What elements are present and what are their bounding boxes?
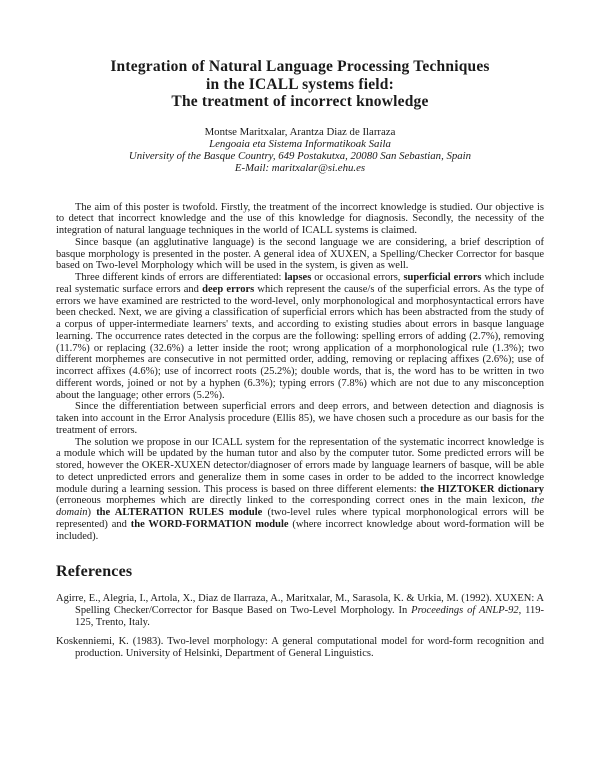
text-segment: The aim of this poster is twofold. Firstly, the treatment of the incorrect knowledge is studied. Our objective is to detect that incorrect knowledge and the use of this knowledge for diagnosis. Secondly, the necessity of the integration of natural language techniques in the world of ICALL systems is claimed. — [56, 201, 544, 237]
author-block — [0, 126, 600, 175]
author-email: E-Mail: maritxalar@si.ehu.es — [234, 162, 366, 175]
text-segment: lapses — [284, 272, 312, 284]
text-segment: (erroneous morphemes which are directly linked to the corresponding correct ones in the main lexicon, — [56, 495, 532, 507]
text-segment: which represent the cause/s of the superficial errors. As the type of errors we have examined are restricted to the word-level, only morphonological and morphosyntactical errors have been checked. Next, we are giving a classification of superficial errors which has been abstracted from the study of a corpus of upper-intermediate learners' texts, and according to existing studies about errors in basque language learning. The occurrence rates detected in the corpus are the following: spelling errors of adding (2.7%), removing (11.7%) or replacing (32.6%) a letter inside the root; wrong application of a morphonological rule (1.3%); two different morphemes are consecutive in not permitted order, adding, removing or replacing affixes (2.6%); use of incorrect affixes (4.6%); use of incorrect roots (25.2%); double words, that is, the word has to be written in two different words, joined or not by a hyphen (6.3%); typing errors (7.8%) which are not due to any misconception about the language; other errors (5.2%). — [56, 283, 544, 401]
references-list — [56, 593, 544, 660]
abstract-paragraph — [56, 237, 544, 272]
abstract-paragraph — [56, 437, 544, 543]
references-heading: References — [56, 563, 133, 581]
text-segment: The solution we propose in our ICALL system for the representation of the systematic incorrect knowledge is a module which will be updated by the human tutor and also by the computer tutor. Some predicted errors will be stored, however the OKER-XUXEN detector/diagnoser of errors made by language learners of basque, will be able to detect unpredicted errors and generalize them in some cases in order to be added to the incorrect knowledge module during a learning session. This process is based on three different elements: — [56, 436, 544, 495]
abstract-paragraph — [56, 401, 544, 436]
text-segment: superficial errors — [403, 272, 482, 284]
text-segment: which include real systematic surface errors and — [56, 272, 545, 295]
text-segment: Since the differentiation between superficial errors and deep errors, and between detection and diagnosis is taken into account in the Error Analysis procedure (Ellis 85), we have chosen such a procedure as our basis for the treatment of errors. — [56, 401, 544, 436]
references-section — [56, 563, 544, 660]
text-segment: the WORD-FORMATION module — [130, 518, 289, 530]
text-segment: the domain — [56, 495, 544, 519]
text-segment: deep errors — [202, 283, 255, 295]
text-segment: Three different kinds of errors are differentiated: — [75, 272, 285, 284]
abstract-paragraph — [56, 202, 544, 237]
paper-title — [0, 0, 600, 111]
text-segment: Proceedings of ANLP-92 — [411, 605, 519, 617]
reference-entry — [56, 593, 544, 629]
text-segment: Since basque (an agglutinative language) is the second language we are considering, a brief description of basque morphology is presented in the poster. A general idea of XUXEN, a Spelling/Checker Corrector for basque based on Two-level Morphology which will be used in the system, is given as well. — [56, 236, 544, 272]
affiliation-university: University of the Basque Country, 649 Postakutxa, 20080 San Sebastian, Spain — [128, 150, 472, 163]
text-segment: (where incorrect knowledge about word-formation will be included). — [56, 518, 544, 542]
text-segment: the HIZTOKER dictionary — [420, 483, 544, 495]
affiliation-department: Lengoaia eta Sistema Informatikoak Saila — [209, 137, 391, 150]
abstract-body — [56, 202, 544, 543]
text-segment: the ALTERATION RULES module — [96, 507, 263, 519]
text-segment: (two-level rules where typical morphonological errors will be represented) and — [56, 507, 544, 530]
text-segment: Koskenniemi, K. (1983). Two-level morphology: A general computational model for word-form recognition and production. University of Helsinki, Department of General Linguistics. — [56, 636, 544, 660]
text-segment: or occasional errors, — [311, 272, 404, 284]
author-names: Montse Maritxalar, Arantza Diaz de Ilarraza — [204, 125, 396, 138]
text-segment: ) — [87, 507, 97, 519]
title-line-2: in the ICALL systems field: — [206, 75, 394, 93]
text-segment: Agirre, E., Alegria, I., Artola, X., Diaz de Ilarraza, A., Maritxalar, M., Sarasola, K. & Urkia, M. (1992). XUXEN: A Spelling Checker/Corrector for Basque Based on Two-Level Morphology. In — [56, 593, 544, 617]
title-line-1: Integration of Natural Language Processing Techniques — [110, 58, 490, 75]
abstract-paragraph — [56, 272, 544, 401]
text-segment: , 119-125, Trento, Italy. — [75, 605, 545, 629]
reference-entry — [56, 636, 544, 660]
title-line-3: The treatment of incorrect knowledge — [171, 93, 429, 110]
